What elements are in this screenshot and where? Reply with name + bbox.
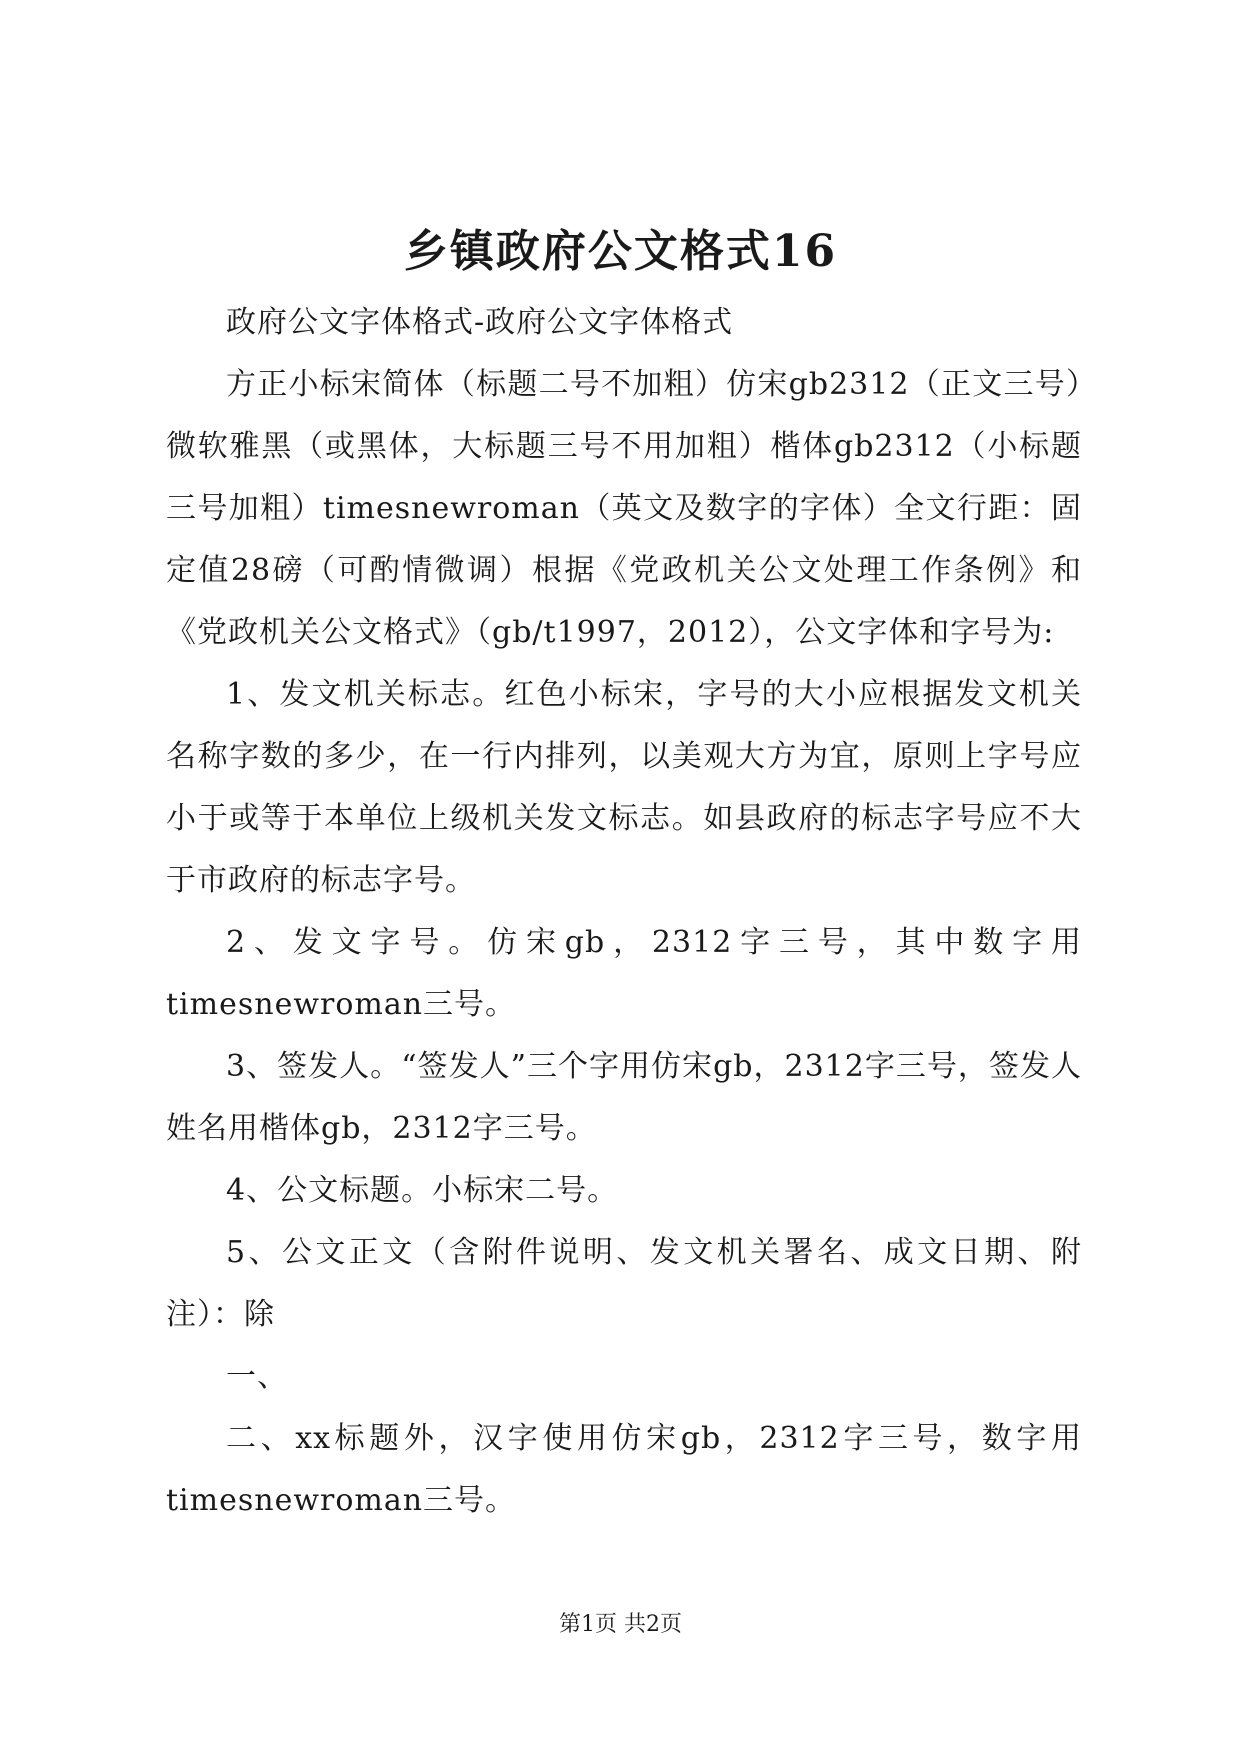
page-number-footer: 第1页 共2页 xyxy=(559,1612,682,1637)
paragraph-document-title-format: 4、公文标题。小标宋二号。 xyxy=(226,1173,619,1208)
paragraph-item-one: 一、 xyxy=(226,1359,288,1394)
paragraph-issuing-agency-mark: 1、发文机关标志。红色小标宋，字号的大小应根据发文机关名称字数的多少，在一行内排列，以美观大方为宜，原则上字号应小于或等于本单位上级机关发文标志。如县政府的标志字号应不大于市政府的标志字号。 xyxy=(166,677,1082,898)
paragraph-document-number: 2、发文字号。仿宋gb，2312字三号，其中数字用timesnewroman三号。 xyxy=(166,925,1082,1022)
paragraph-font-overview: 方正小标宋简体（标题二号不加粗）仿宋gb2312（正文三号）微软雅黑（或黑体，大标题三号不用加粗）楷体gb2312（小标题三号加粗）timesnewroman（英文及数字的字体）全文行距：固定值28磅（可酌情微调）根据《党政机关公文处理工作条例》和《党政机关公文格式》（gb/t1997，2012），公文字体和字号为: xyxy=(166,367,1082,650)
document-body xyxy=(166,292,1082,1532)
paragraph-item-two: 二、xx标题外，汉字使用仿宋gb，2312字三号，数字用timesnewroman三号。 xyxy=(166,1421,1082,1518)
document-title: 乡镇政府公文格式16 xyxy=(403,226,838,277)
paragraph-font-format-heading: 政府公文字体格式-政府公文字体格式 xyxy=(226,305,734,340)
paragraph-body-text-format: 5、公文正文（含附件说明、发文机关署名、成文日期、附注）：除 xyxy=(166,1235,1082,1332)
paragraph-signer: 3、签发人。“签发人”三个字用仿宋gb，2312字三号，签发人姓名用楷体gb，2312字三号。 xyxy=(166,1049,1082,1146)
